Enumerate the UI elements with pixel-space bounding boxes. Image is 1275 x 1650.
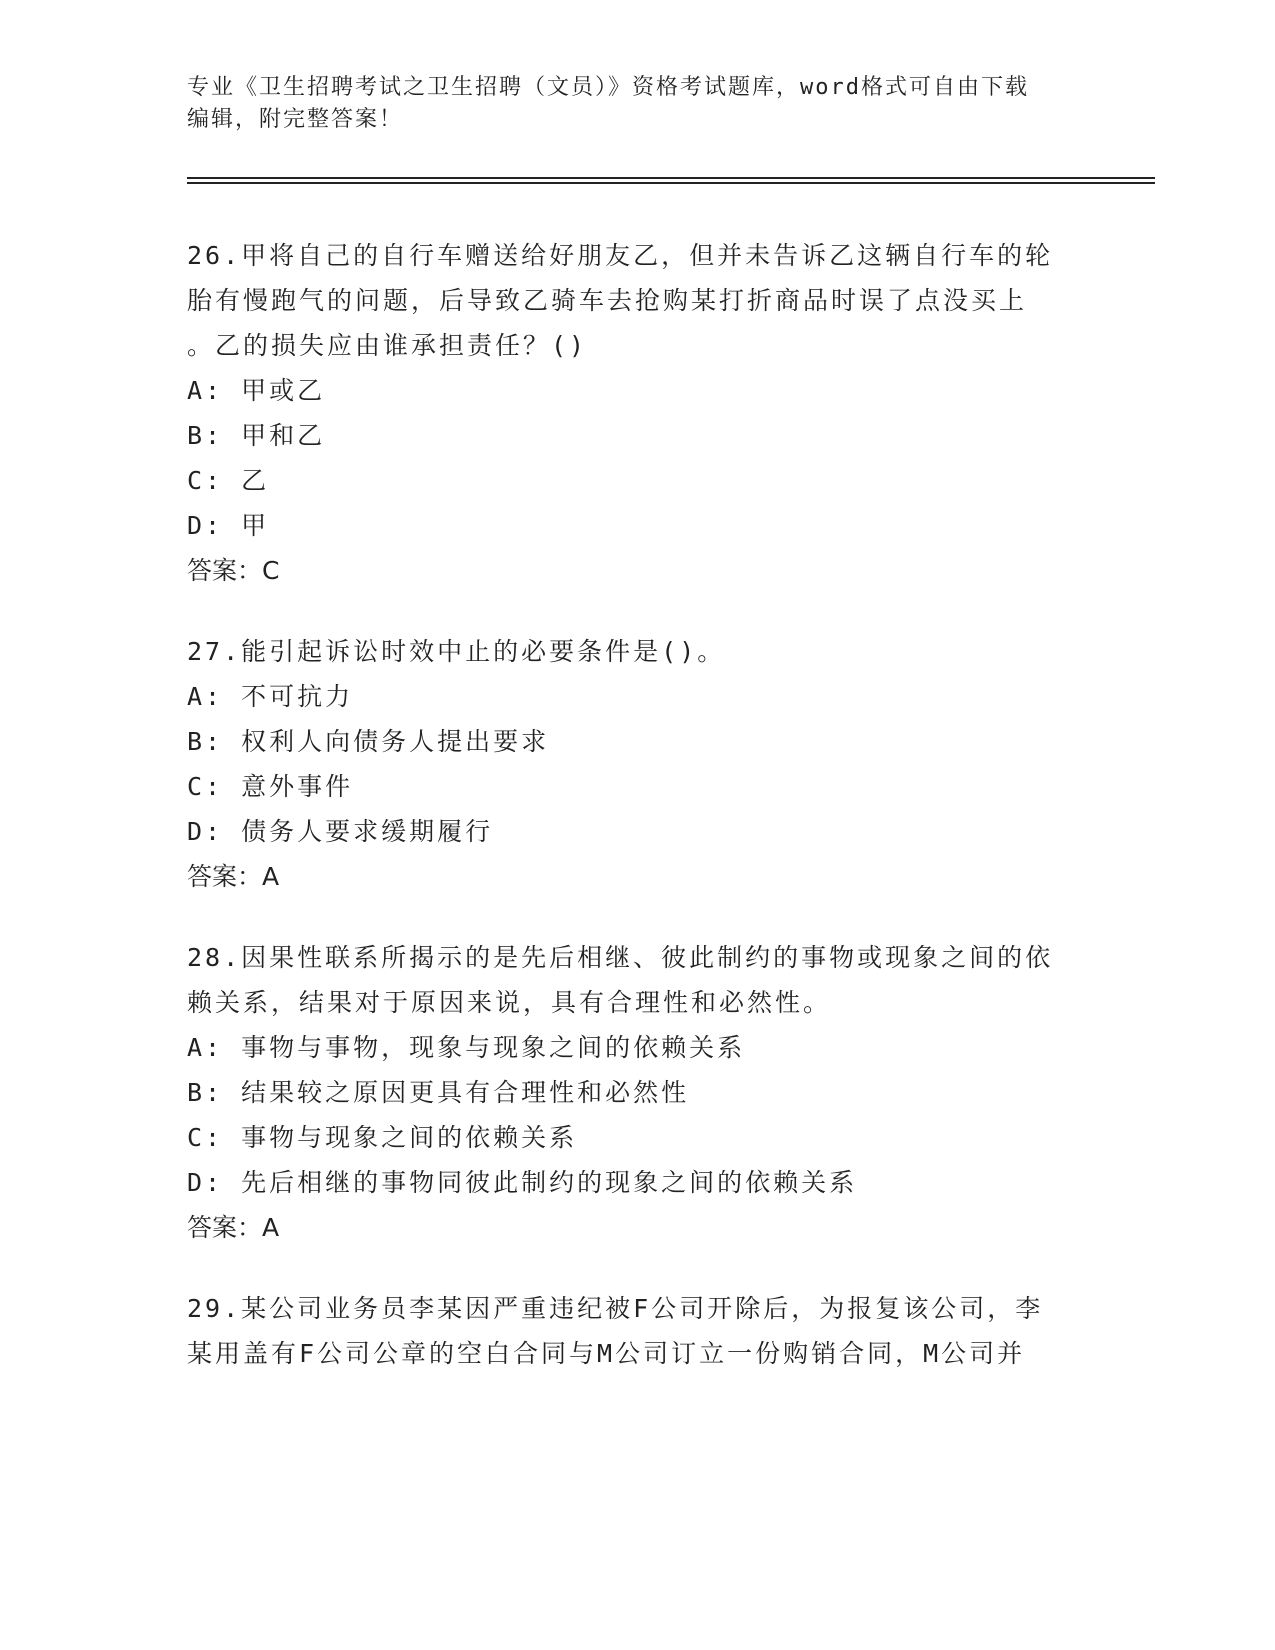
answer: 答案：A bbox=[187, 862, 280, 891]
option-b: B: 权利人向债务人提出要求 bbox=[187, 727, 550, 756]
question-29 bbox=[187, 1286, 1087, 1376]
question-text-line: 29.某公司业务员李某因严重违纪被F公司开除后，为报复该公司，李 bbox=[187, 1294, 1044, 1323]
answer: 答案：C bbox=[187, 556, 280, 585]
option-c: C: 事物与现象之间的依赖关系 bbox=[187, 1123, 578, 1152]
option-a: A: 不可抗力 bbox=[187, 682, 354, 711]
header-line-1: 专业《卫生招聘考试之卫生招聘（文员）》资格考试题库，word格式可自由下载 bbox=[187, 75, 1029, 100]
question-27 bbox=[187, 629, 1087, 899]
question-text-line: 某用盖有F公司公章的空白合同与M公司订立一份购销合同，M公司并 bbox=[187, 1339, 1026, 1368]
header-divider-bottom bbox=[187, 182, 1155, 184]
option-a: A: 事物与事物，现象与现象之间的依赖关系 bbox=[187, 1033, 746, 1062]
header-divider-top bbox=[187, 177, 1155, 179]
option-c: C: 意外事件 bbox=[187, 772, 354, 801]
answer: 答案：A bbox=[187, 1213, 280, 1242]
question-26 bbox=[187, 233, 1087, 593]
question-28 bbox=[187, 935, 1087, 1250]
question-text-line: 27.能引起诉讼时效中止的必要条件是()。 bbox=[187, 637, 726, 666]
question-text-line: 胎有慢跑气的问题，后导致乙骑车去抢购某打折商品时误了点没买上 bbox=[187, 286, 1028, 315]
option-d: D: 甲 bbox=[187, 511, 270, 540]
question-text-line: 赖关系，结果对于原因来说，具有合理性和必然性。 bbox=[187, 988, 832, 1017]
header-line-2: 编辑，附完整答案！ bbox=[187, 107, 404, 132]
question-list bbox=[187, 233, 1087, 1412]
question-text-line: 。乙的损失应由谁承担责任？() bbox=[187, 331, 588, 360]
option-b: B: 甲和乙 bbox=[187, 421, 326, 450]
question-text-line: 28.因果性联系所揭示的是先后相继、彼此制约的事物或现象之间的依 bbox=[187, 943, 1054, 972]
option-c: C: 乙 bbox=[187, 466, 270, 495]
document-header bbox=[187, 72, 1087, 136]
question-text-line: 26.甲将自己的自行车赠送给好朋友乙，但并未告诉乙这辆自行车的轮 bbox=[187, 241, 1054, 270]
option-d: D: 债务人要求缓期履行 bbox=[187, 817, 494, 846]
option-b: B: 结果较之原因更具有合理性和必然性 bbox=[187, 1078, 690, 1107]
option-d: D: 先后相继的事物同彼此制约的现象之间的依赖关系 bbox=[187, 1168, 858, 1197]
option-a: A: 甲或乙 bbox=[187, 376, 326, 405]
